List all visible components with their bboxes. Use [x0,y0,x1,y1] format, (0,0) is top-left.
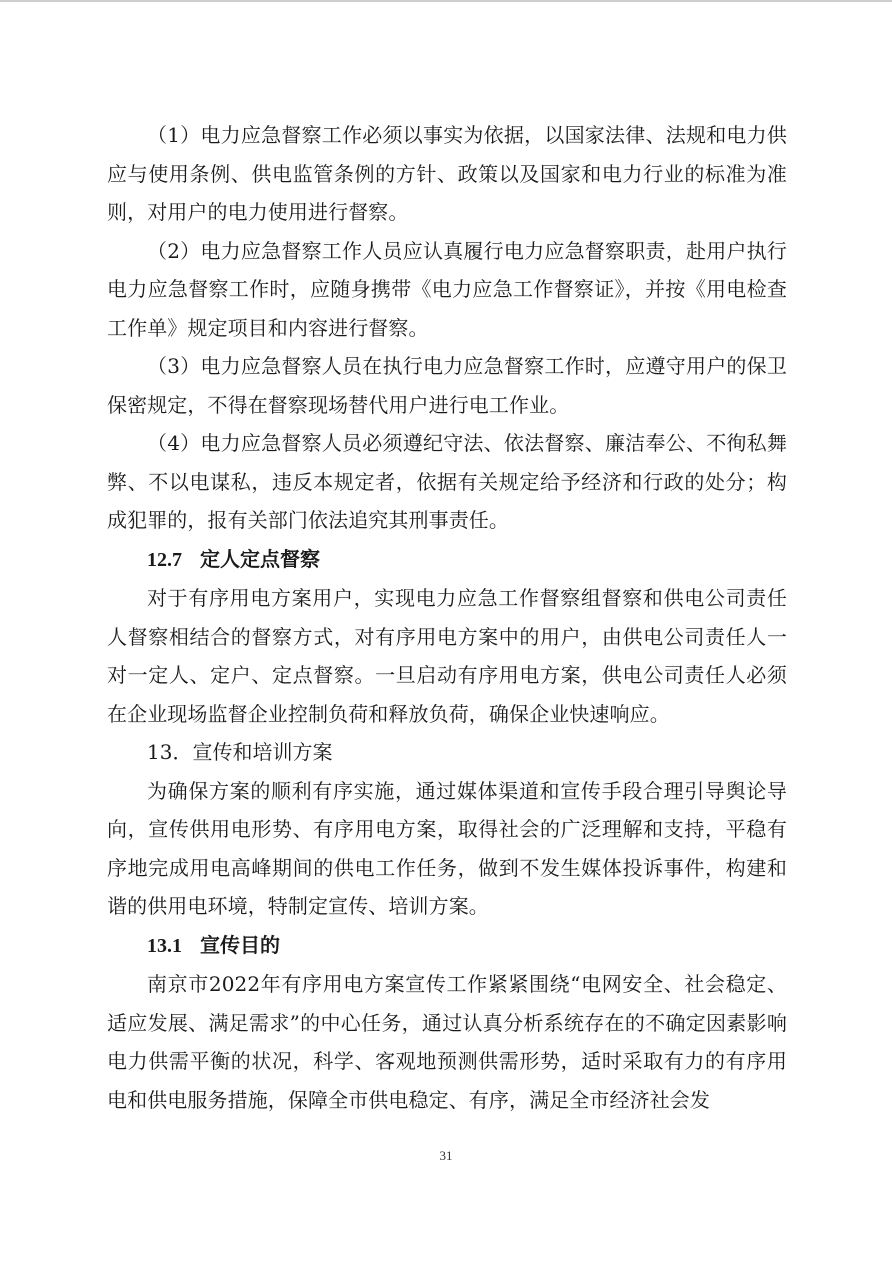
section-number: 13.1 [147,934,182,957]
section-13-1-text: 南京市2022年有序用电方案宣传工作紧紧围绕“电网安全、社会稳定、适应发展、满足需求”的中心任务，通过认真分析系统存在的不确定因素影响电力供需平衡的状况，科学、客观地预测供需形势，适时采取有力的有序用电和供电服务措施，保障全市供电稳定、有序，满足全市经济社会发 [107,972,787,1112]
page-number: 31 [439,1148,453,1163]
section-12-7-text: 对于有序用电方案用户，实现电力应急工作督察组督察和供电公司责任人督察相结合的督察方式，对有序用电方案中的用户，由供电公司责任人一对一定人、定户、定点督察。一旦启动有序用电方案，供电公司责任人必须在企业现场监督企业控制负荷和释放负荷，确保企业快速响应。 [107,586,787,726]
top-border-line [0,0,892,2]
section-heading-12-7 [107,540,787,580]
paragraph-item-4: （4）电力应急督察人员必须遵纪守法、依法督察、廉洁奉公、不徇私舞弊、不以电谋私，违反本规定者，依据有关规定给予经济和行政的处分；构成犯罪的，报有关部门依法追究其刑事责任。 [107,431,787,532]
section-heading-13: 13．宣传和培训方案 [147,740,333,764]
section-title: 定人定点督察 [200,546,320,571]
section-heading-13-1 [107,926,787,966]
section-title: 宣传目的 [200,932,280,957]
paragraph-item-3: （3）电力应急督察人员在执行电力应急督察工作时，应遵守用户的保卫保密规定，不得在督察现场替代用户进行电工作业。 [107,354,787,417]
paragraph-item-1: （1）电力应急督察工作必须以事实为依据，以国家法律、法规和电力供应与使用条例、供电监管条例的方针、政策以及国家和电力行业的标准为准则，对用户的电力使用进行督察。 [107,123,787,224]
document-body [107,116,787,1119]
paragraph-item-2: （2）电力应急督察工作人员应认真履行电力应急督察职责，赴用户执行电力应急督察工作时，应随身携带《电力应急工作督察证》，并按《用电检查工作单》规定项目和内容进行督察。 [107,238,787,340]
section-number: 12.7 [147,548,182,571]
section-13-text: 为确保方案的顺利有序实施，通过媒体渠道和宣传手段合理引导舆论导向，宣传供用电形势、有序用电方案，取得社会的广泛理解和支持，平稳有序地完成用电高峰期间的供电工作任务，做到不发生媒体投诉事件，构建和谐的供用电环境，特制定宣传、培训方案。 [107,778,787,918]
